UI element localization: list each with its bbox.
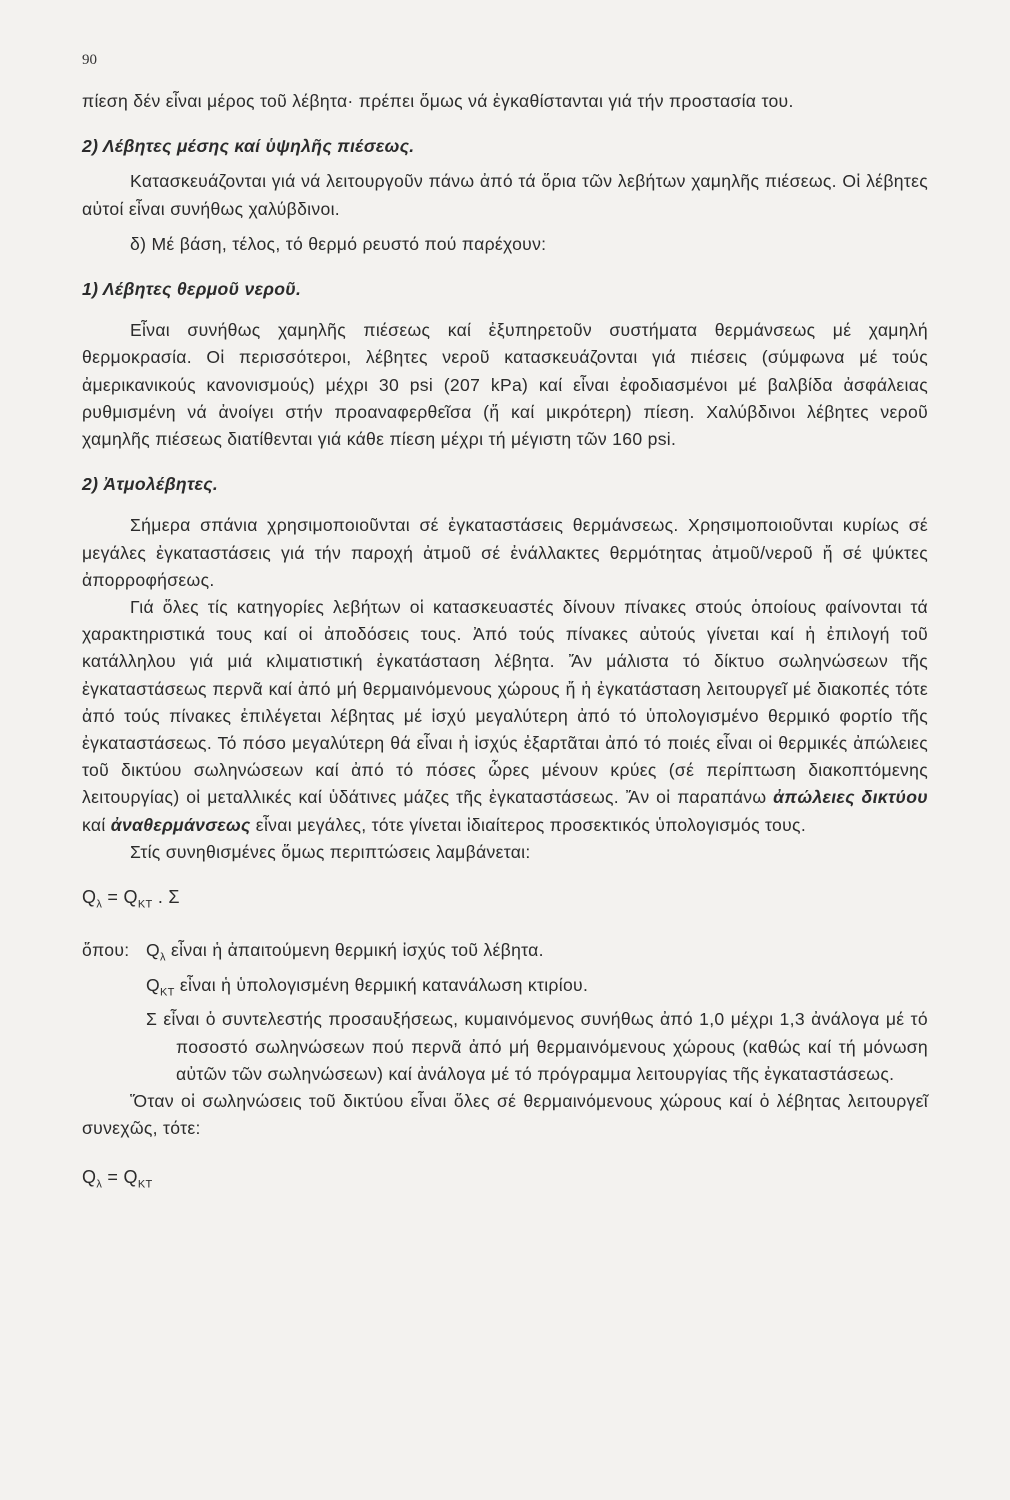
def3-description: εἶναι ὁ συντελεστής προσαυξήσεως, κυμαινόμενος συνήθως ἀπό 1,0 μέχρι 1,3 ἀνάλογα μέ τό ποσοστό σωληνώσεων πού περνᾶ ἀπό μή θερμαινόμενους χώρους (καθώς καί τή μόνωση αὐτῶν τῶν σωληνώσεων) καί ἀνάλογα μέ τό πρόγραμμα λειτουργίας τῆς ἐγκαταστάσεως.	[157, 1009, 928, 1084]
formula1-eq: =	[102, 887, 124, 908]
selection-text-a: Γιά ὅλες τίς κατηγορίες λεβήτων οἱ κατασκευαστές δίνουν πίνακες στούς ὁποίους φαίνονται τά χαρακτηριστικά τους καί οἱ ἀποδόσεις τους. Ἀπό τούς πίνακες αὐτούς γίνεται καί ἡ ἐπιλογή τοῦ κατάλληλου γιά μιά κλιματιστική ἐγκατάσταση λέβητα. Ἄν μάλιστα τό δίκτυο σωληνώσεων τῆς ἐγκαταστάσεως περνᾶ καί ἀπό μή θερμαινόμενους χώρους ἤ ἡ ἐγκατάσταση λειτουργεῖ μέ διακοπές τότε ἀπό τούς πίνακες ἐπιλέγεται λέβητας μέ ἰσχύ μεγαλύτερη ἀπό τό ὑπολογισμένο θερμικό φορτίο τῆς ἐγκαταστάσεως. Τό πόσο μεγαλύτερη θά εἶναι ἡ ἰσχύς ἐξαρτᾶται ἀπό τό ποιές εἶναι οἱ θερμικές ἀπώλειες τοῦ δικτύου σωληνώσεων καί ἀπό τό πόσες ὧρες μένουν κρύες (σέ περίπτωση διακοπτόμενης λειτουργίας) οἱ μεταλλικές καί ὑδάτινες μάζες τῆς ἐγκαταστάσεως. Ἄν οἱ παραπάνω	[82, 597, 928, 808]
formula2-lhs: Q	[82, 1167, 97, 1188]
heading-medium-high-pressure-boilers: 2) Λέβητες μέσης καί ὑψηλῆς πιέσεως.	[82, 136, 415, 157]
formula1-lhs-sub: λ	[96, 898, 103, 911]
paragraph-steam-boilers: Σήμερα σπάνια χρησιμοποιοῦνται σέ ἐγκαταστάσεις θερμάνσεως. Χρησιμοποιοῦνται κυρίως σέ μεγάλες ἐγκαταστάσεις γιά τήν παροχή ἀτμοῦ σέ ἐνάλλακτες θερμότητας ἀτμοῦ/νεροῦ ἤ σέ ψύκτες ἀπορροφήσεως.	[82, 515, 928, 590]
formula-with-factor	[82, 884, 928, 919]
def1-symbol-sub: λ	[160, 951, 166, 964]
page-number: 90	[82, 52, 97, 68]
paragraph-heated-spaces: Ὅταν οἱ σωληνώσεις τοῦ δικτύου εἶναι ὅλες σέ θερμαινόμενους χώρους καί ὁ λέβητας λειτουργεῖ συνεχῶς, τότε:	[82, 1090, 928, 1139]
def2-symbol: Q	[146, 974, 160, 995]
emphasis-reheating: ἀναθερμάνσεως	[110, 814, 251, 835]
page-body	[82, 88, 928, 1199]
selection-text-c: εἶναι μεγάλες, τότε γίνεται ἰδιαίτερος προσεκτικός ὑπολογισμός τους.	[250, 814, 807, 835]
formula2-lhs-sub: λ	[96, 1178, 103, 1191]
emphasis-network-losses: ἀπώλειες δικτύου	[773, 787, 928, 808]
heading-hot-water-boilers: 1) Λέβητες θερμοῦ νεροῦ.	[82, 279, 302, 300]
formula-continuous	[82, 1164, 928, 1199]
def3-spacer	[82, 1006, 146, 1088]
definitions-list	[82, 937, 928, 1088]
paragraph-hot-water-boilers: Εἶναι συνήθως χαμηλῆς πιέσεως καί ἐξυπηρετοῦν συστήματα θερμάνσεως μέ χαμηλή θερμοκρασία. Οἱ περισσότεροι, λέβητες νεροῦ κατασκευάζονται γιά πιέσεις (σύμφωνα μέ τούς ἀμερικανικούς κανονισμούς) μέχρι 30 psi (207 kPa) καί εἶναι ἐφοδιασμένοι μέ βαλβίδα ἀσφάλειας ρυθμισμένη νά ἀνοίγει στήν προαναφερθεῖσα (ἤ καί μικρότερη) πίεση. Χαλύβδινοι λέβητες νεροῦ χαμηλῆς πιέσεως διατίθενται γιά κάθε πίεση μέχρι τή μέγιστη τῶν 160 psi.	[82, 320, 928, 450]
definition-sigma-text	[146, 1006, 928, 1088]
formula1-lhs: Q	[82, 887, 97, 908]
formula2-rhs-sub: ΚΤ	[137, 1178, 153, 1191]
paragraph-by-fluid: δ) Μέ βάση, τέλος, τό θερμό ρευστό πού παρέχουν:	[130, 233, 547, 254]
definitions-lead: ὅπου:	[82, 939, 130, 960]
def2-description: εἶναι ἡ ὑπολογισμένη θερμική κατανάλωση κτιρίου.	[174, 974, 589, 995]
heading-steam-boilers: 2) Ἀτμολέβητες.	[82, 474, 219, 495]
formula1-rhs: Q	[123, 887, 138, 908]
formula2-eq: =	[102, 1167, 124, 1188]
def2-symbol-sub: ΚΤ	[160, 986, 175, 999]
paragraph-medium-high-pressure: Κατασκευάζονται γιά νά λειτουργοῦν πάνω ἀπό τά ὅρια τῶν λεβήτων χαμηλῆς πιέσεως. Οἱ λέβητες αὐτοί εἶναι συνήθως χαλύβδινοι.	[82, 171, 928, 219]
paragraph-usual-cases: Στίς συνηθισμένες ὅμως περιπτώσεις λαμβάνεται:	[130, 841, 531, 862]
formula1-tail: . Σ	[152, 887, 180, 908]
def1-description: εἶναι ἡ ἀπαιτούμενη θερμική ἰσχύς τοῦ λέβητα.	[165, 939, 544, 960]
definition-sigma	[82, 1006, 928, 1088]
def2-spacer	[82, 972, 146, 1007]
def3-symbol: Σ	[146, 1009, 158, 1030]
definition-q-kt	[82, 972, 928, 1007]
definition-q-kt-text	[146, 972, 928, 1007]
definition-q-lambda-text	[146, 937, 928, 972]
formula1-rhs-sub: ΚΤ	[137, 898, 153, 911]
paragraph-continuation: πίεση δέν εἶναι μέρος τοῦ λέβητα· πρέπει ὅμως νά ἐγκαθίστανται γιά τήν προστασία του.	[82, 91, 794, 111]
selection-text-b: καί	[82, 814, 111, 835]
formula2-rhs: Q	[123, 1167, 138, 1188]
paragraph-selection	[82, 594, 928, 839]
definition-q-lambda	[82, 937, 928, 972]
def1-symbol: Q	[146, 939, 160, 960]
